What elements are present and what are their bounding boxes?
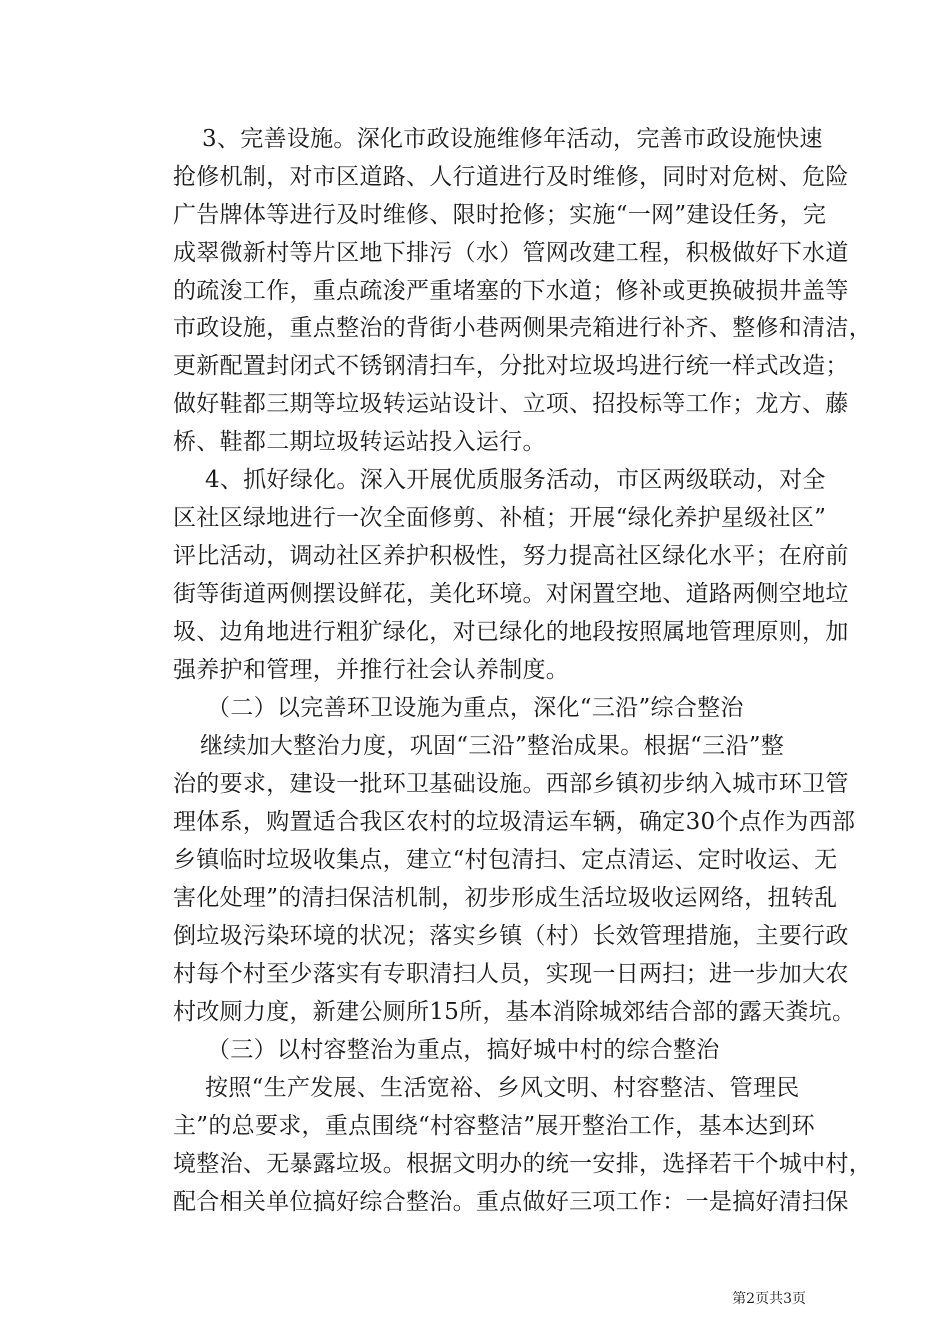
text-line: 圾、边角地进行粗犷绿化，对已绿化的地段按照属地管理原则，加: [173, 619, 849, 645]
text-line: 3、完善设施。深化市政设施维修年活动，完善市政设施快速: [202, 126, 823, 152]
text-line: 抢修机制，对市区道路、人行道进行及时维修，同时对危树、危险: [173, 164, 849, 190]
text-line: 更新配置封闭式不锈钢清扫车，分批对垃圾坞进行统一样式改造；: [173, 353, 849, 379]
text-line: 主”的总要求，重点围绕“村容整洁”展开整治工作，基本达到环: [173, 1113, 815, 1139]
text-line: 理体系，购置适合我区农村的垃圾清运车辆，确定30个点作为西部: [173, 809, 856, 835]
page-number: 第2页共3页: [732, 1291, 806, 1307]
text-line: 倒垃圾污染环境的状况；落实乡镇（村）长效管理措施，主要行政: [173, 923, 849, 949]
text-line: 评比活动，调动社区养护积极性，努力提高社区绿化水平；在府前: [173, 543, 849, 569]
text-line: 桥、鞋都二期垃圾转运站投入运行。: [173, 429, 546, 455]
section-heading: （二）以完善环卫设施为重点，深化“三沿”综合整治: [207, 695, 744, 721]
text-line: 乡镇临时垃圾收集点，建立“村包清扫、定点清运、定时收运、无: [173, 847, 838, 873]
text-line: 街等街道两侧摆设鲜花，美化环境。对闲置空地、道路两侧空地垃: [173, 581, 849, 607]
text-line: 按照“生产发展、生活宽裕、乡风文明、村容整洁、管理民: [205, 1075, 800, 1101]
text-line: 村每个村至少落实有专职清扫人员，实现一日两扫；进一步加大农: [173, 961, 849, 987]
text-line: 的疏浚工作，重点疏浚严重堵塞的下水道；修补或更换破损井盖等: [173, 278, 849, 304]
text-line: 继续加大整治力度，巩固“三沿”整治成果。根据“三沿”整: [200, 733, 785, 759]
text-line: 强养护和管理，并推行社会认养制度。: [173, 657, 570, 683]
text-line: 广告牌体等进行及时维修、限时抢修；实施“一网”建设任务，完: [173, 202, 827, 228]
text-line: 害化处理”的清扫保洁机制，初步形成生活垃圾收运网络，扭转乱: [173, 885, 838, 911]
text-line: 做好鞋都三期等垃圾转运站设计、立项、招投标等工作；龙方、藤: [173, 391, 849, 417]
text-line: 村改厕力度，新建公厕所15所，基本消除城郊结合部的露天粪坑。: [173, 999, 856, 1025]
text-line: 成翠微新村等片区地下排污（水）管网改建工程，积极做好下水道: [173, 240, 849, 266]
section-heading: （三）以村容整治为重点，搞好城中村的综合整治: [207, 1037, 720, 1063]
text-line: 配合相关单位搞好综合整治。重点做好三项工作：一是搞好清扫保: [173, 1189, 849, 1215]
text-line: 境整治、无暴露垃圾。根据文明办的统一安排，选择若干个城中村，: [173, 1151, 872, 1177]
text-line: 4、抓好绿化。深入开展优质服务活动，市区两级联动，对全: [205, 467, 826, 493]
text-line: 治的要求，建设一批环卫基础设施。西部乡镇初步纳入城市环卫管: [173, 771, 849, 797]
text-line: 区社区绿地进行一次全面修剪、补植；开展“绿化养护星级社区”: [173, 505, 827, 531]
text-line: 市政设施，重点整治的背街小巷两侧果壳箱进行补齐、整修和清洁，: [173, 315, 872, 341]
